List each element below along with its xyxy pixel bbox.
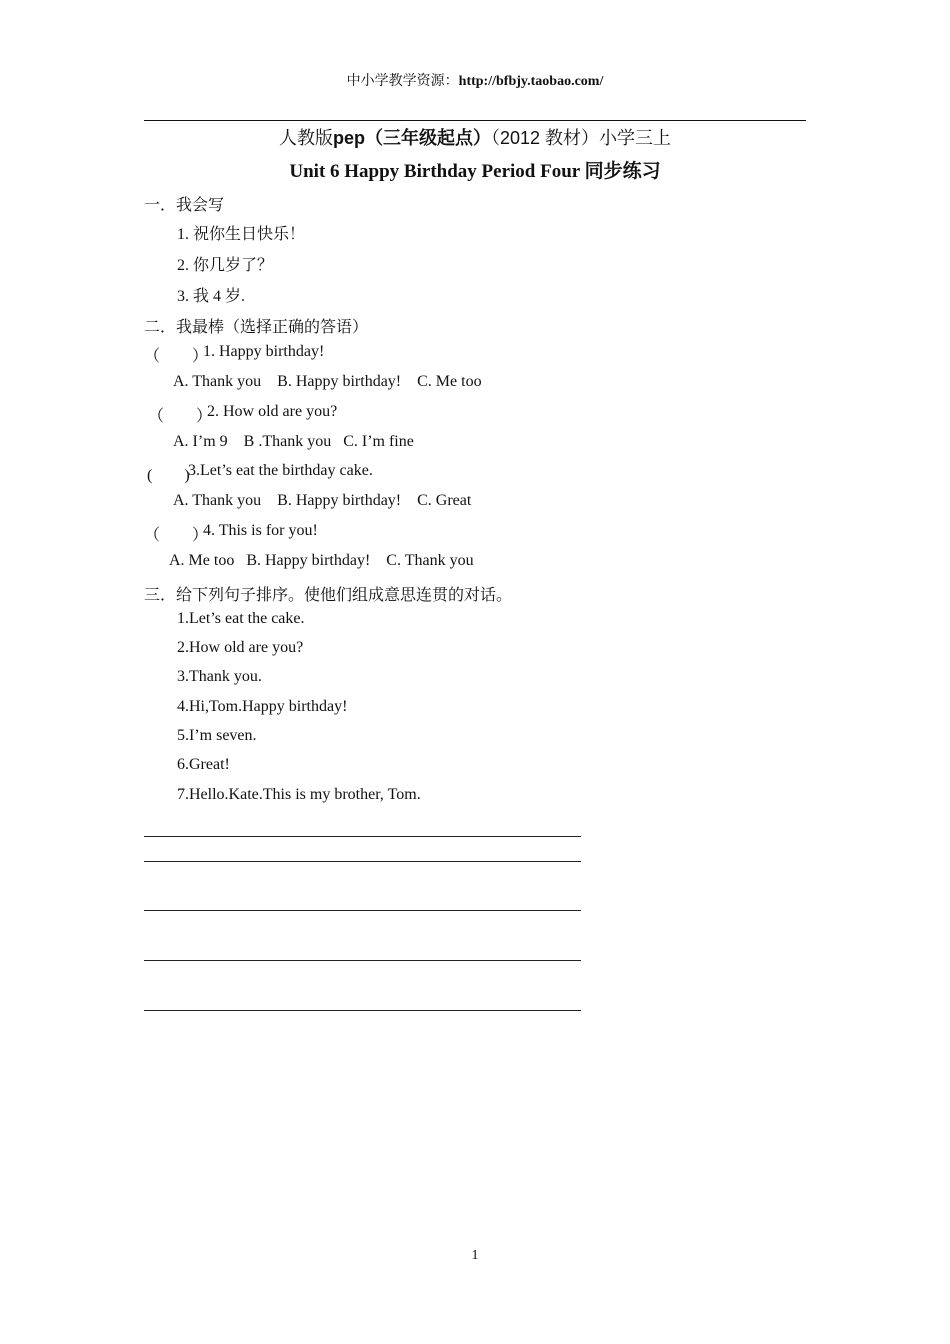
answer-bracket[interactable]: （ ） [144,348,209,365]
header-label: 中小学教学资源： [346,74,459,89]
question-text: 1. Happy birthday! [203,343,325,360]
answer-bracket[interactable]: （ ） [144,527,209,544]
header-url[interactable]: http://bfbjy.taobao.com/ [458,74,604,89]
section1-item: 2. 你几岁了？ [177,257,274,274]
question-options: A. Thank you B. Happy birthday! C. Me too [173,373,482,390]
sentence-item: 7.Hello.Kate.This is my brother, Tom. [177,786,421,803]
section1-heading: 一．我会写 [144,197,225,214]
question-options: A. I’m 9 B .Thank you C. I’m fine [173,433,414,450]
sentence-item: 1.Let’s eat the cake. [177,610,305,627]
answer-line[interactable] [144,861,581,862]
answer-line[interactable] [144,910,581,911]
answer-line[interactable] [144,960,581,961]
header-rule [144,120,806,121]
answer-line[interactable] [144,1010,581,1011]
section2-heading: 二．我最棒（选择正确的答语） [144,319,369,336]
sentence-item: 5.I’m seven. [177,727,257,744]
sentence-item: 3.Thank you. [177,668,262,685]
question-text: 4. This is for you! [203,522,318,539]
section3-heading: 三．给下列句子排序。使他们组成意思连贯的对话。 [144,587,513,604]
sentence-item: 6.Great! [177,756,230,773]
page-header [0,70,950,90]
section1-item: 3. 我 4 岁. [177,288,246,305]
question-text: 2. How old are you? [207,403,338,420]
title-part-c: （2012 教材）小学三上 [490,128,672,148]
question-options: A. Thank you B. Happy birthday! C. Great [173,492,472,509]
answer-bracket[interactable]: （ ） [148,408,213,425]
answer-bracket[interactable]: ( ) [147,467,190,484]
question-text: 3.Let’s eat the birthday cake. [188,462,373,479]
answer-line[interactable] [144,836,581,837]
page-number: 1 [471,1248,479,1263]
title-line-2: Unit 6 Happy Birthday Period Four 同步练习 [289,161,661,182]
section1-item: 1. 祝你生日快乐！ [177,226,306,243]
title-line-1 [0,124,950,150]
question-options: A. Me too B. Happy birthday! C. Thank you [169,552,474,569]
title-part-a: 人教版 [278,128,333,148]
title-part-b: pep（三年级起点） [332,128,491,148]
sentence-item: 4.Hi,Tom.Happy birthday! [177,698,348,715]
sentence-item: 2.How old are you? [177,639,304,656]
